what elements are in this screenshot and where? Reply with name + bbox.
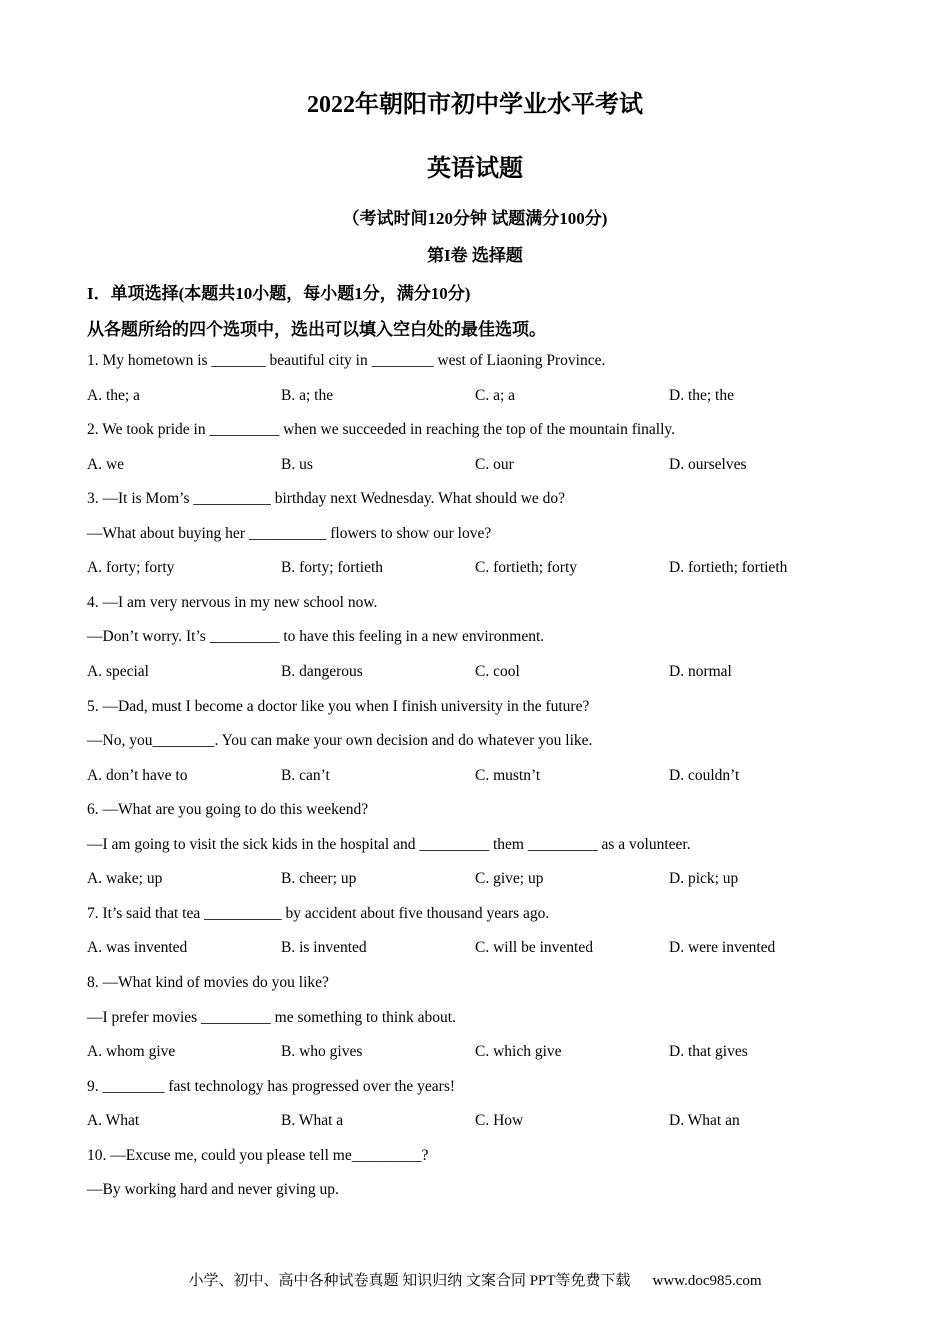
question-4-stem: 4. —I am very nervous in my new school now. (87, 594, 378, 611)
question-6-option-b: B. cheer; up (281, 870, 357, 887)
question-1-option-d: D. the; the (669, 387, 734, 404)
question-6-reply: —I am going to visit the sick kids in the hospital and _________ them _________ as a volunteer. (87, 836, 691, 853)
question-7-option-d: D. were invented (669, 939, 776, 956)
question-3-option-a: A. forty; forty (87, 559, 175, 576)
question-8-option-b: B. who gives (281, 1043, 363, 1060)
question-5-stem: 5. —Dad, must I become a doctor like you when I finish university in the future? (87, 698, 590, 715)
question-8-reply: —I prefer movies _________ me something to think about. (87, 1009, 456, 1026)
question-2-option-b: B. us (281, 456, 313, 473)
section-instruction: 从各题所给的四个选项中，选出可以填入空白处的最佳选项。 (87, 320, 546, 339)
question-4-option-c: C. cool (475, 663, 520, 680)
question-5-reply: —No, you________. You can make your own decision and do whatever you like. (87, 732, 593, 749)
question-3-stem: 3. —It is Mom’s __________ birthday next Wednesday. What should we do? (87, 490, 566, 507)
question-1-stem: 1. My hometown is _______ beautiful city in ________ west of Liaoning Province. (87, 352, 606, 369)
question-9-option-a: A. What (87, 1112, 140, 1129)
question-7-stem: 7. It’s said that tea __________ by accident about five thousand years ago. (87, 905, 550, 922)
footer-site-link[interactable]: www.doc985.com (652, 1273, 762, 1289)
subject-title: 英语试题 (427, 156, 523, 182)
question-3-option-b: B. forty; fortieth (281, 559, 384, 576)
question-3-option-c: C. fortieth; forty (475, 559, 578, 576)
question-10-stem: 10. —Excuse me, could you please tell me_________? (87, 1147, 429, 1164)
question-6-stem: 6. —What are you going to do this weekend? (87, 801, 369, 818)
question-1-option-c: C. a; a (475, 387, 516, 404)
question-3-reply: —What about buying her __________ flowers to show our love? (87, 525, 492, 542)
question-9-option-d: D. What an (669, 1112, 740, 1129)
question-7-option-b: B. is invented (281, 939, 367, 956)
page-footer (0, 1269, 950, 1290)
question-2-option-c: C. our (475, 456, 514, 473)
time-score-note: （考试时间120分钟 试题满分100分) (342, 209, 608, 228)
question-2-option-a: A. we (87, 456, 125, 473)
question-6-option-d: D. pick; up (669, 870, 739, 887)
question-4-reply: —Don’t worry. It’s _________ to have this feeling in a new environment. (87, 628, 545, 645)
question-2-stem: 2. We took pride in _________ when we succeeded in reaching the top of the mountain finally. (87, 421, 676, 438)
question-6-option-a: A. wake; up (87, 870, 163, 887)
question-2-option-d: D. ourselves (669, 456, 747, 473)
question-4-option-d: D. normal (669, 663, 732, 680)
question-1-option-a: A. the; a (87, 387, 140, 404)
question-5-option-a: A. don’t have to (87, 767, 188, 784)
question-6-option-c: C. give; up (475, 870, 544, 887)
question-9-option-c: C. How (475, 1112, 524, 1129)
question-7-option-c: C. will be invented (475, 939, 593, 956)
exam-title: 2022年朝阳市初中学业水平考试 (307, 92, 643, 118)
footer-promo: 小学、初中、高中各种试卷真题 知识归纳 文案合同 PPT等免费下载 (188, 1273, 631, 1289)
question-5-option-c: C. mustn’t (475, 767, 541, 784)
question-8-stem: 8. —What kind of movies do you like? (87, 974, 329, 991)
question-9-stem: 9. ________ fast technology has progressed over the years! (87, 1078, 456, 1095)
question-8-option-a: A. whom give (87, 1043, 176, 1060)
question-5-option-b: B. can’t (281, 767, 330, 784)
question-4-option-b: B. dangerous (281, 663, 363, 680)
section-heading: I．单项选择(本题共10小题，每小题1分，满分10分) (87, 284, 471, 303)
question-1-option-b: B. a; the (281, 387, 334, 404)
question-8-option-d: D. that gives (669, 1043, 748, 1060)
question-3-option-d: D. fortieth; fortieth (669, 559, 788, 576)
question-10-reply: —By working hard and never giving up. (87, 1181, 339, 1198)
question-4-option-a: A. special (87, 663, 149, 680)
part-heading: 第I卷 选择题 (427, 246, 523, 265)
question-9-option-b: B. What a (281, 1112, 344, 1129)
question-8-option-c: C. which give (475, 1043, 562, 1060)
question-7-option-a: A. was invented (87, 939, 188, 956)
question-5-option-d: D. couldn’t (669, 767, 740, 784)
